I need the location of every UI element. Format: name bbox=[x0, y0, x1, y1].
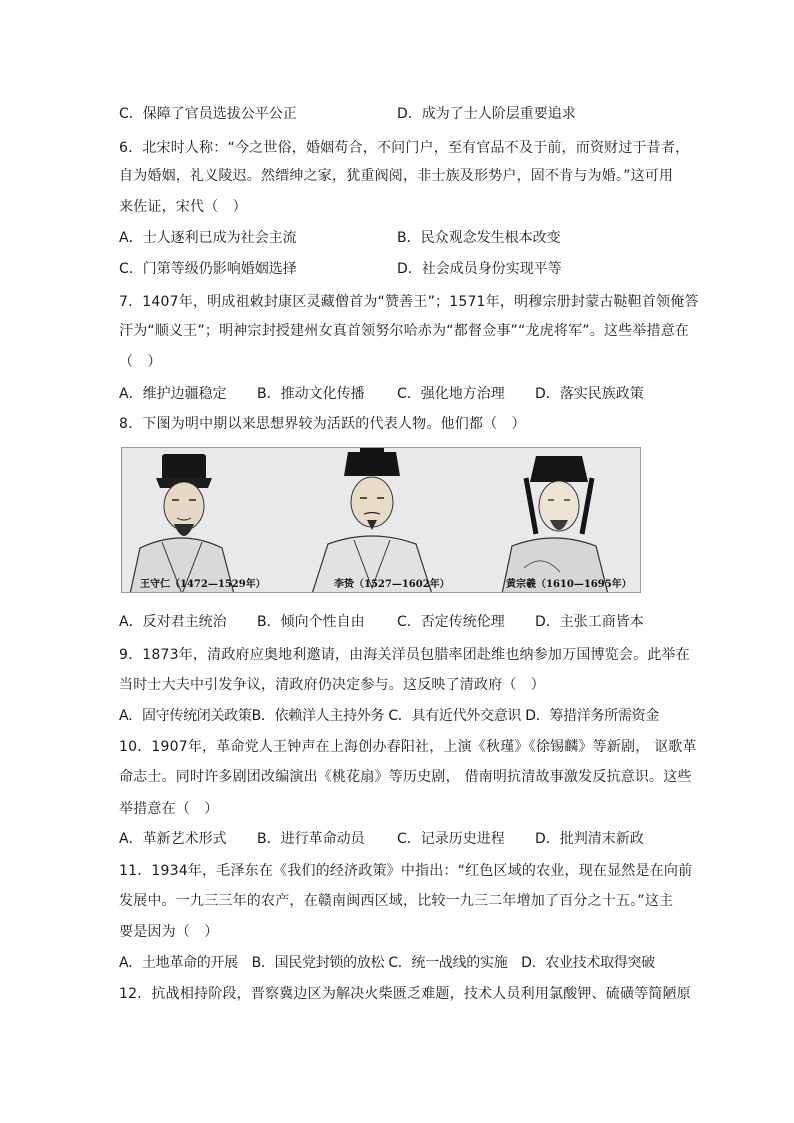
q7-stem-line-1: 7．1407年，明成祖敕封康区灵藏僧首为“赞善王”；1571年，明穆宗册封蒙古鞑靼首领俺答 bbox=[119, 294, 699, 310]
q8-stem: 8．下图为明中期以来思想界较为活跃的代表人物。他们都（ ） bbox=[119, 416, 526, 432]
svg-text:· · ·: · · · bbox=[452, 471, 465, 480]
q6-option-c: C．门第等级仍影响婚姻选择 bbox=[119, 261, 297, 277]
q6-option-d: D．社会成员身份实现平等 bbox=[397, 261, 562, 277]
q8-option-a: A．反对君主统治 bbox=[119, 614, 227, 630]
q6-stem-line-2: 自为婚姻，礼义陵迟。然缙绅之家，犹重阀阅，非士族及形势户，固不肯与为婚。”这可用 bbox=[119, 168, 674, 184]
q7-option-d: D．落实民族政策 bbox=[535, 386, 644, 402]
q10-option-d: D．批判清末新政 bbox=[535, 831, 644, 847]
q11-stem-line-2: 发展中。一九三三年的农产，在赣南闽西区域，比较一九三二年增加了百分之十五。”这主 bbox=[119, 893, 674, 909]
q11-stem-line-3: 要是因为（ ） bbox=[119, 924, 219, 940]
q6-stem-line-3: 来佐证，宋代（ ） bbox=[119, 199, 247, 215]
q6-option-b: B．民众观念发生根本改变 bbox=[397, 230, 561, 246]
q10-option-a: A．革新艺术形式 bbox=[119, 831, 227, 847]
q10-stem-line-3: 举措意在（ ） bbox=[119, 801, 219, 817]
q8-option-c: C．否定传统伦理 bbox=[397, 614, 505, 630]
q10-option-c: C．记录历史进程 bbox=[397, 831, 505, 847]
q7-stem-line-3: （ ） bbox=[119, 354, 162, 370]
q5-option-c: C．保障了官员选拔公平公正 bbox=[119, 106, 297, 122]
q11-stem-line-1: 11．1934年，毛泽东在《我们的经济政策》中指出：“红色区域的农业，现在显然是在向前 bbox=[119, 863, 693, 879]
q10-stem-line-1: 10．1907年，革命党人王钟声在上海创办春阳社，上演《秋瑾》《徐锡麟》等新剧， 讴歌革 bbox=[119, 739, 697, 755]
q12-stem-line-1: 12．抗战相持阶段，晋察冀边区为解决火柴匮乏难题，技术人员利用氯酸钾、硫磺等简陋原 bbox=[119, 986, 692, 1002]
q7-stem-line-2: 汗为“顺义王”；明神宗封授建州女真首领努尔哈赤为“都督佥事”“龙虎将军”。这些举措意在 bbox=[119, 323, 690, 339]
label-li-zhi: 李贽（1527—1602年） bbox=[334, 579, 450, 590]
q11-options: A．土地革命的开展 B．国民党封锁的放松 C．统一战线的实施 D．农业技术取得突破 bbox=[119, 955, 655, 971]
portraits-drawing bbox=[122, 448, 641, 593]
q7-option-c: C．强化地方治理 bbox=[397, 386, 505, 402]
label-wang-shouren: 王守仁（1472—1529年） bbox=[140, 579, 266, 590]
q10-option-b: B．进行革命动员 bbox=[257, 831, 365, 847]
thinkers-portrait-figure bbox=[121, 447, 641, 593]
q7-option-b: B．推动文化传播 bbox=[257, 386, 365, 402]
q8-option-b: B．倾向个性自由 bbox=[257, 614, 365, 630]
q9-stem-line-2: 当时士大夫中引发争议，清政府仍决定参与。这反映了清政府（ ） bbox=[119, 677, 545, 693]
q5-option-d: D．成为了士人阶层重要追求 bbox=[397, 106, 576, 122]
q9-options: A．固守传统闭关政策B．依赖洋人主持外务 C．具有近代外交意识 D．筹措洋务所需资金 bbox=[119, 708, 660, 724]
label-huang-zongxi: 黄宗羲（1610—1695年） bbox=[506, 579, 632, 590]
q6-option-a: A．士人逐利已成为社会主流 bbox=[119, 230, 297, 246]
q10-stem-line-2: 命志士。同时许多剧团改编演出《桃花扇》等历史剧， 借南明抗清故事激发反抗意识。这些 bbox=[119, 769, 692, 785]
q6-stem-line-1: 6．北宋时人称：“今之世俗，婚姻苟合，不问门户，至有官品不及于前，而资财过于昔者， bbox=[119, 140, 690, 156]
q8-option-d: D．主张工商皆本 bbox=[535, 614, 644, 630]
q7-option-a: A．维护边疆稳定 bbox=[119, 386, 227, 402]
q9-stem-line-1: 9．1873年，清政府应奥地利邀请，由海关洋员包腊率团赴维也纳参加万国博览会。此举在 bbox=[119, 647, 690, 663]
